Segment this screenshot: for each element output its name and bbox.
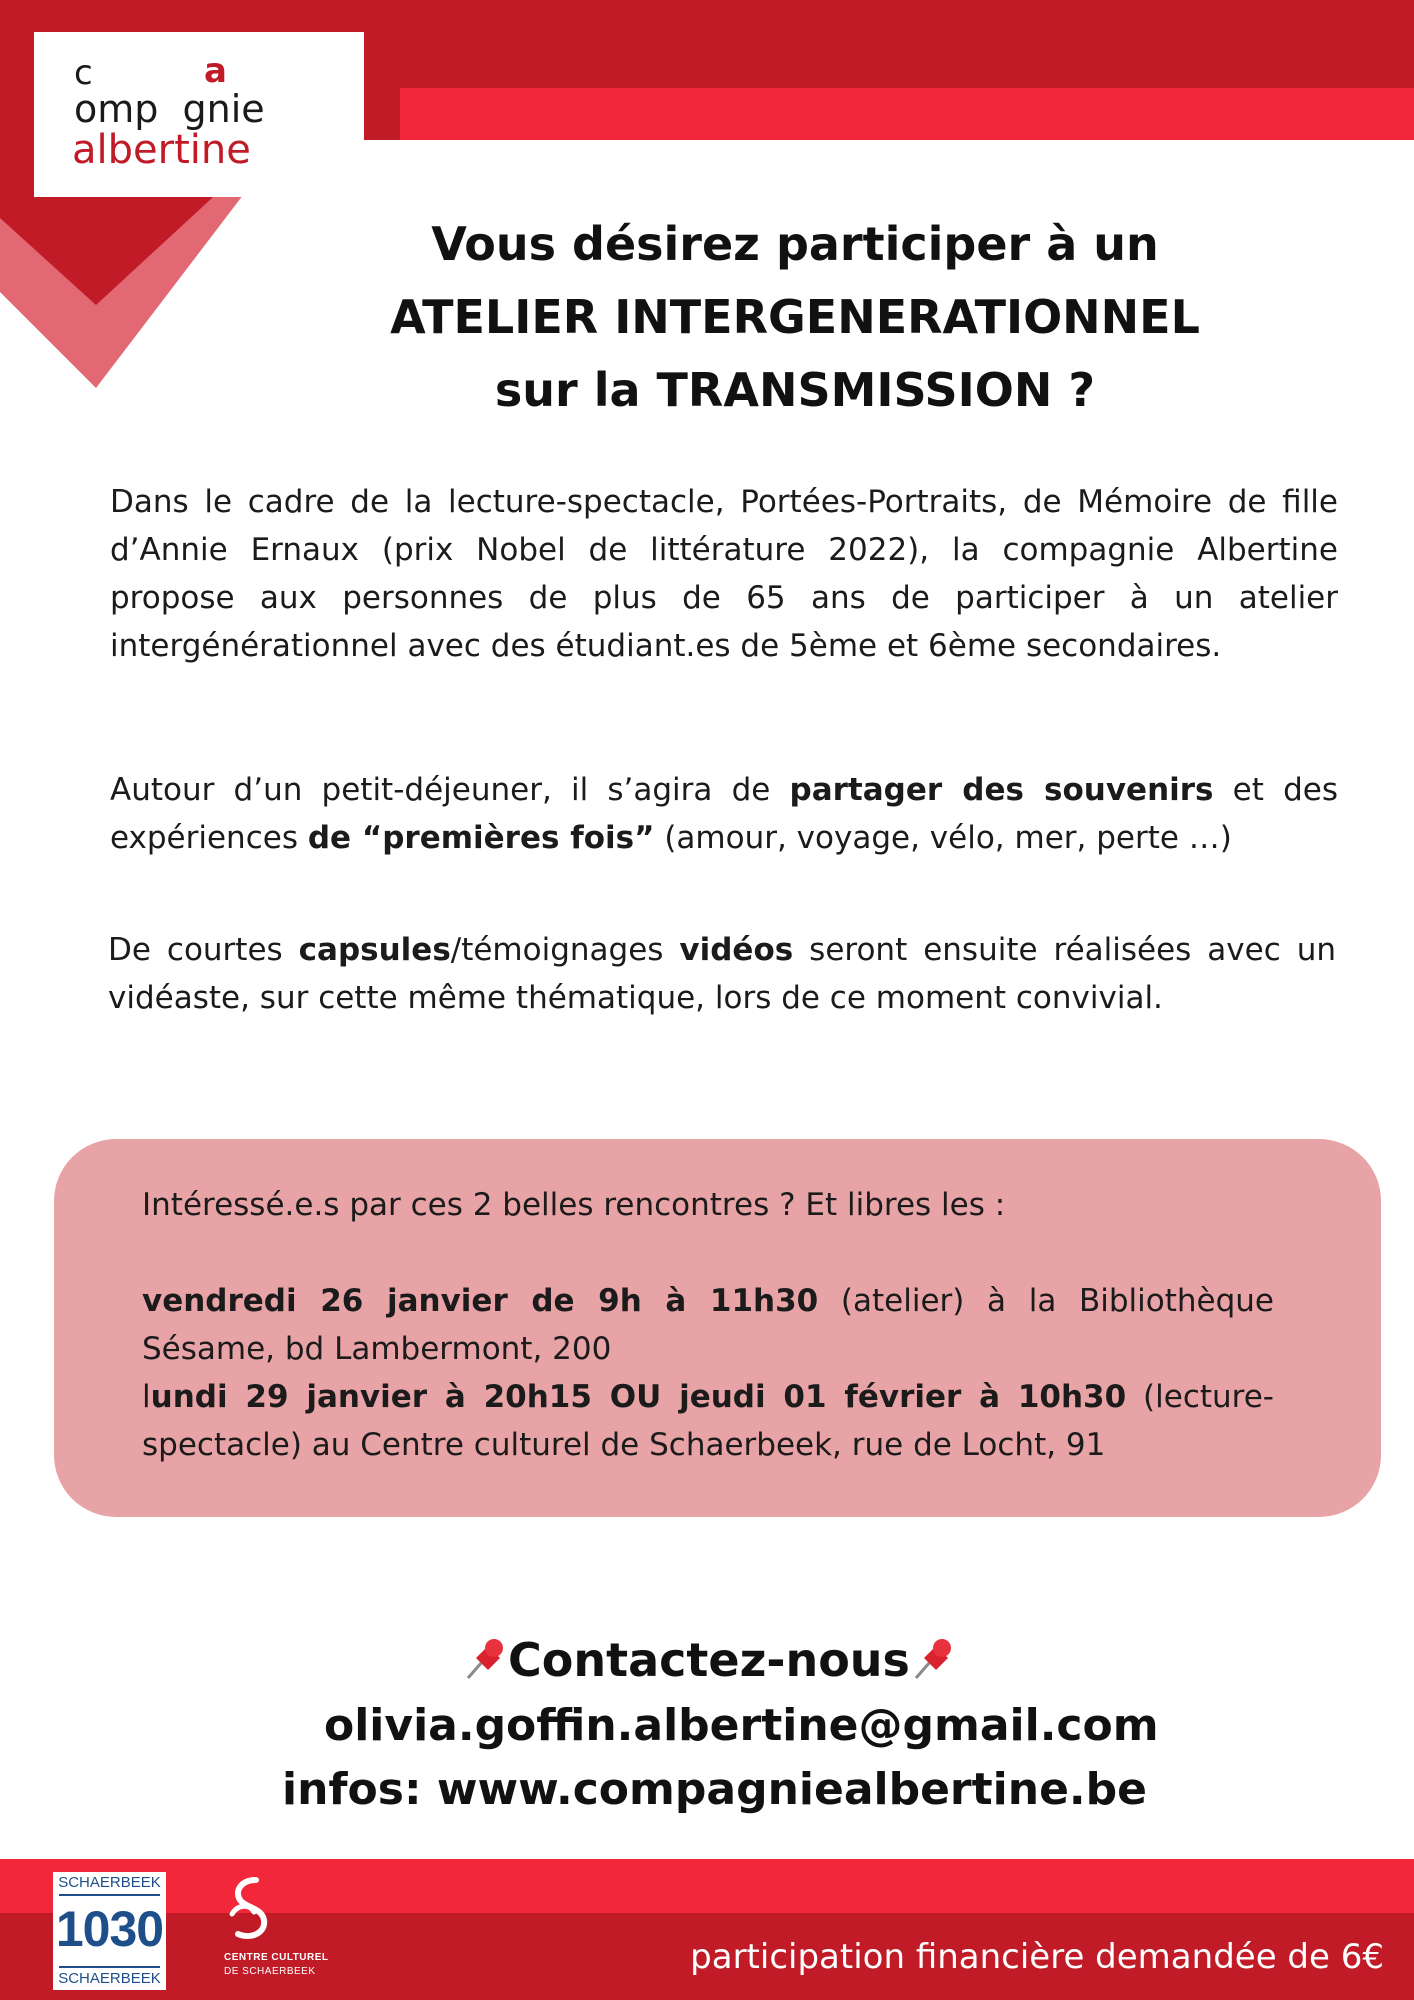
title-line-1: Vous désirez participer à un [431,217,1159,271]
logo-1030-bottom-text: SCHAERBEEK [58,1970,161,1987]
compagnie-albertine-logo [34,32,364,197]
footer-band-light [0,1859,1414,1913]
p3-text-c: /témoignages [450,932,680,968]
footer-participation-text: participation financière demandée de 6€ [690,1937,1384,1977]
date-2-bold: undi 29 janvier à 20h15 OU jeudi 01 février à 10h30 [150,1379,1127,1415]
intro-paragraph: Dans le cadre de la lecture-spectacle, Portées-Portraits, de Mémoire de fille d’Annie Ernaux (prix Nobel de littérature 2022), la compagnie Albertine propose aux personnes de plus de 65 ans de participer à un atelier intergénérationnel avec des étudiant.es de 5ème et 6ème secondaires. [110,484,1338,664]
p2-text-a: Autour d’un petit-déjeuner, il s’agira de [110,772,790,808]
contact-website[interactable]: infos: www.compagniealbertine.be [282,1764,1147,1815]
date-1-details: (atelier) à la Bibliothèque Sésame, bd Lambermont, 200 [142,1283,1275,1367]
title-line-2: ATELIER INTERGENERATIONNEL [390,290,1200,344]
pushpin-icon [462,1636,508,1682]
title-line-3: sur la TRANSMISSION ? [494,363,1096,417]
date-2-l: l [142,1379,151,1415]
centre-culturel-logo [220,1872,340,1990]
p3-bold-capsules: capsules [298,932,451,968]
centre-culturel-symbol-icon [224,1874,274,1946]
dates-info-content [142,1181,1274,1469]
p2-bold-premieres-fois: de “premières fois” [307,820,655,856]
contact-email[interactable]: olivia.goffin.albertine@gmail.com [324,1700,1159,1751]
info-intro: Intéressé.e.s par ces 2 belles rencontres ? Et libres les : [142,1187,1006,1223]
info-date-1 [142,1277,1274,1373]
info-date-2 [142,1373,1274,1469]
p2-text-c: et des expériences [110,772,1338,856]
contact-heading-text: Contactez-nous [508,1633,910,1687]
pushpin-icon [910,1636,956,1682]
breakfast-paragraph [110,766,1338,862]
p2-text-e: (amour, voyage, vélo, mer, perte …) [654,820,1232,856]
contact-heading [462,1630,956,1690]
logo-1030-rule-bottom [59,1966,160,1968]
header-band-light [300,88,1414,140]
page-title [330,208,1260,427]
logo-1030-number: 1030 [55,1901,164,1957]
logo-word-ompgnie: omp gnie [74,87,265,131]
logo-word-albertine: albertine [72,127,251,173]
logo-1030-top-text: SCHAERBEEK [58,1874,161,1891]
p3-text-a: De courtes [108,932,299,968]
logo-letter-a: a [204,51,227,91]
p3-bold-videos: vidéos [679,932,794,968]
schaerbeek-1030-logo [53,1872,166,1990]
p2-bold-souvenirs: partager des souvenirs [789,772,1214,808]
p3-text-e: seront ensuite réalisées avec un vidéaste, sur cette même thématique, lors de ce moment convivial. [108,932,1336,1016]
date-1-bold: vendredi 26 janvier de 9h à 11h30 [142,1283,819,1319]
date-2-details: (lecture-spectacle) au Centre culturel de Schaerbeek, rue de Locht, 91 [142,1379,1274,1463]
logo-letter-c: c [74,53,93,93]
video-paragraph [108,926,1336,1022]
cc-line-2: DE SCHAERBEEK [224,1966,316,1977]
dates-info-box [54,1139,1381,1517]
cc-line-1: CENTRE CULTUREL [224,1952,329,1963]
